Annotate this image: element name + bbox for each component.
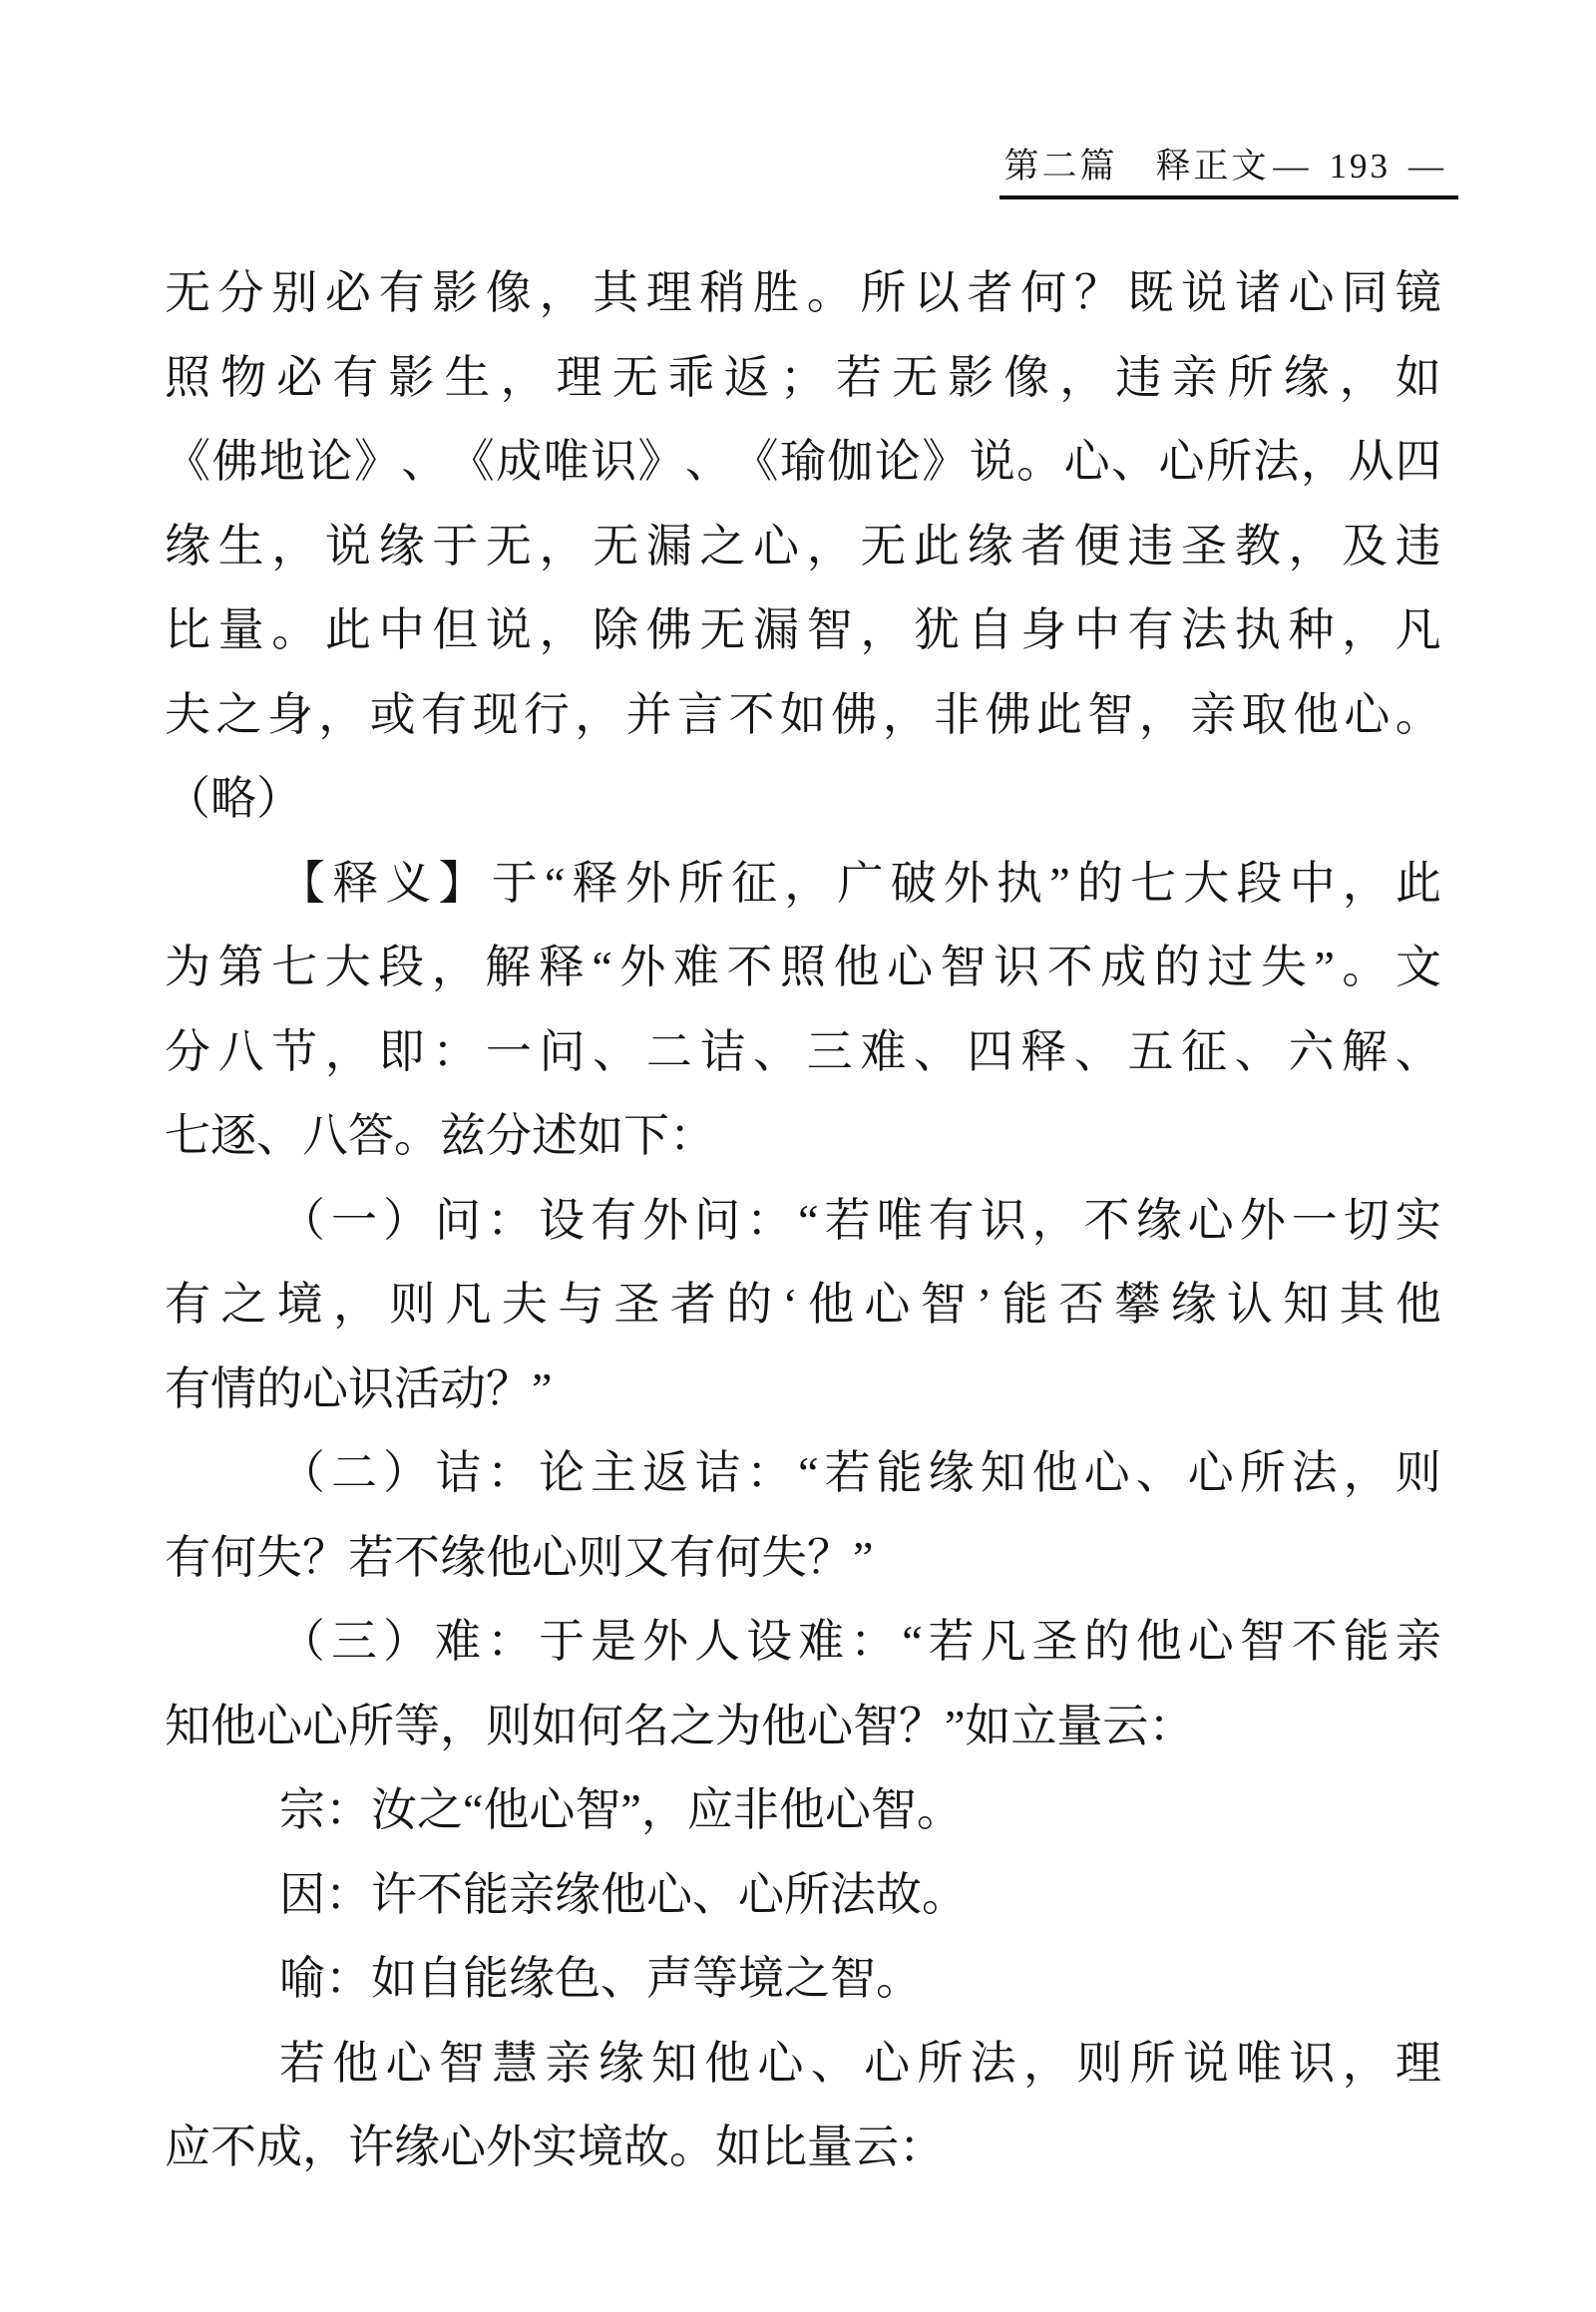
text-line: （ 三 ） 难 ： 于 是 外 人 设 难 ： “ 若 凡 圣 的 他 心 智 不 能 亲 xyxy=(279,1616,1441,1667)
header-dash-left: — xyxy=(1273,147,1312,186)
text-line: 《 佛 地 论 》 、 《 成 唯 识 》 、 《 瑜 伽 论 》 说 。 心 、 心 所 法 ， 从 四 xyxy=(165,436,1441,487)
text-line: 应不成，许缘心外实境故。如比量云： xyxy=(165,2121,945,2172)
text-line: （ 一 ） 问 ： 设 有 外 问 ： “ 若 唯 有 识 ， 不 缘 心 外 一 切 实 xyxy=(279,1194,1441,1246)
text-line: 缘 生 ， 说 缘 于 无 ， 无 漏 之 心 ， 无 此 缘 者 便 违 圣 教 ， 及 违 xyxy=(165,520,1441,572)
page-header xyxy=(0,0,1596,199)
text-line: 七逐、八答。兹分述如下： xyxy=(165,1110,715,1161)
text-line: 有 之 境 ， 则 凡 夫 与 圣 者 的 ‘ 他 心 智 ’ 能 否 攀 缘 认 知 其 他 xyxy=(165,1279,1441,1330)
section-title: 第二篇 释正文 xyxy=(1003,147,1270,186)
text-line: 喻：如自能缘色、声等境之智。 xyxy=(279,1953,922,2004)
text-line: （ 二 ） 诘 ： 论 主 返 诘 ： “ 若 能 缘 知 他 心 、 心 所 法 ， 则 xyxy=(279,1447,1441,1498)
text-line: 夫 之 身 ， 或 有 现 行 ， 并 言 不 如 佛 ， 非 佛 此 智 ， 亲 取 他 心 。 xyxy=(165,688,1441,740)
text-line: 有何失？若不缘他心则又有何失？” xyxy=(165,1531,874,1583)
header-dash-right: — xyxy=(1408,147,1446,186)
text-line: 【 释 义 】 于 “ 释 外 所 征 ， 广 破 外 执 ” 的 七 大 段 中 ， 此 xyxy=(279,857,1441,909)
text-line: 照 物 必 有 影 生 ， 理 无 乖 返 ； 若 无 影 像 ， 违 亲 所 缘 ， 如 xyxy=(165,351,1441,403)
text-line: 有情的心识活动？” xyxy=(165,1362,553,1414)
text-line: 分 八 节 ， 即 ： 一 问 、 二 诘 、 三 难 、 四 释 、 五 征 、 六 解 、 xyxy=(165,1025,1441,1077)
page-body xyxy=(165,251,1441,2190)
text-line: 无 分 别 必 有 影 像 ， 其 理 稍 胜 。 所 以 者 何 ？ 既 说 诸 心 同 镜 xyxy=(165,267,1441,318)
text-line: 比 量 。 此 中 但 说 ， 除 佛 无 漏 智 ， 犹 自 身 中 有 法 执 种 ， 凡 xyxy=(165,604,1441,655)
text-line: 宗：汝之“他心智”，应非他心智。 xyxy=(279,1784,963,1835)
text-line: 因：许不能亲缘他心、心所法故。 xyxy=(279,1868,968,1920)
text-line: （略） xyxy=(165,773,302,824)
running-head xyxy=(999,146,1458,199)
text-line: 为 第 七 大 段 ， 解 释 “ 外 难 不 照 他 心 智 识 不 成 的 过 失 ” 。 文 xyxy=(165,942,1441,992)
page-number: 193 xyxy=(1329,147,1391,186)
text-line: 知他心心所等，则如何名之为他心智？”如立量云： xyxy=(165,1700,1195,1751)
text-line: 若 他 心 智 慧 亲 缘 知 他 心 、 心 所 法 ， 则 所 说 唯 识 ， 理 xyxy=(279,2037,1441,2089)
